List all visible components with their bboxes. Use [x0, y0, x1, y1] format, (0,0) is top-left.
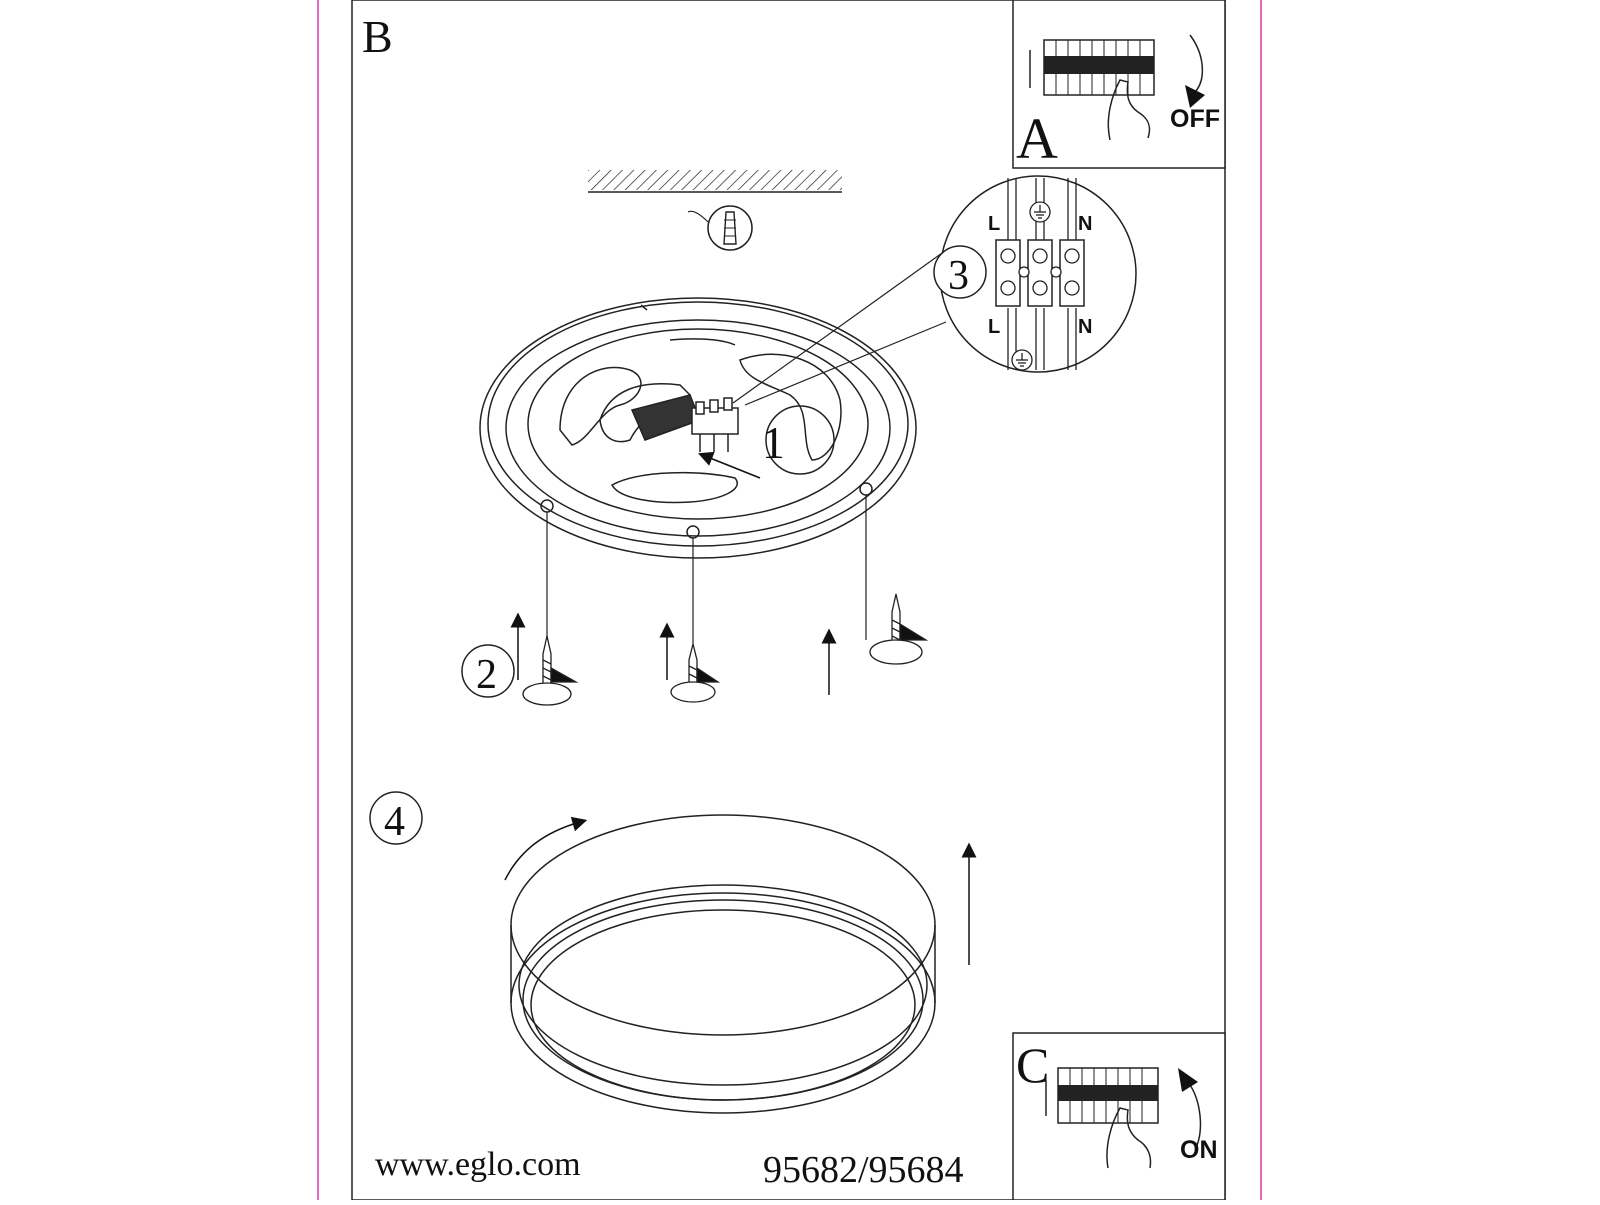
panel-label-c: C [1016, 1037, 1050, 1093]
ground-icon-bottom [1012, 350, 1032, 370]
connector-detail [934, 176, 1136, 372]
terminal-label-l-bottom: L [988, 316, 1001, 338]
ceiling-hatch [588, 170, 842, 190]
step-1-number: 1 [762, 417, 785, 468]
circuit-breaker-icon-on [1046, 1068, 1158, 1123]
push-up-arrows [518, 620, 829, 695]
terminal-label-n-bottom: N [1078, 316, 1093, 338]
rotate-cover-arrow [505, 822, 580, 880]
switch-off-panel [1013, 0, 1225, 171]
screw-hole-right [860, 483, 872, 495]
step-2-number: 2 [476, 652, 497, 698]
model-numbers: 95682/95684 [763, 1149, 964, 1191]
step-4-number: 4 [384, 799, 405, 845]
lamp-cover [511, 815, 935, 1113]
panel-label-b: B [362, 11, 393, 62]
step-3-number: 3 [948, 253, 969, 299]
switch-on-label: ON [1180, 1136, 1218, 1164]
switch-on-panel [1013, 1033, 1225, 1200]
screw-icon-center [671, 644, 718, 702]
terminal-block [632, 395, 738, 452]
circuit-breaker-icon [1030, 40, 1154, 95]
terminal-label-n-top: N [1078, 213, 1093, 235]
screw-icon-right [870, 594, 926, 664]
screw-icon-left [523, 636, 576, 705]
wall-plug-icon [688, 206, 752, 250]
terminal-label-l-top: L [988, 213, 1001, 235]
ground-icon-top [1030, 202, 1050, 222]
panel-label-a: A [1016, 106, 1058, 171]
switch-off-label: OFF [1170, 105, 1220, 133]
website-url: www.eglo.com [375, 1146, 581, 1183]
callout-line-bottom [745, 322, 946, 405]
